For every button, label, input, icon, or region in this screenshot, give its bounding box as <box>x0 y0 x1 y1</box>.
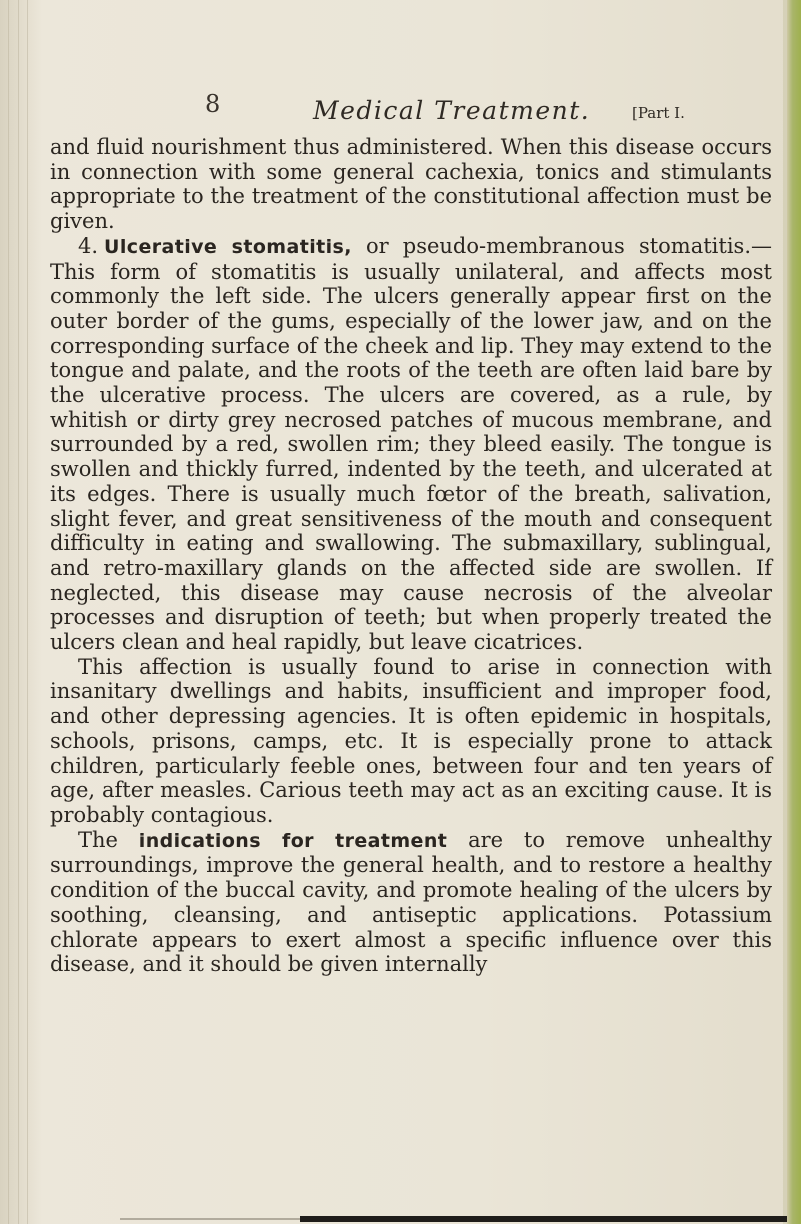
section-number: 4. <box>78 233 99 258</box>
page-number: 8 <box>205 90 221 118</box>
section-heading: Ulcerative stomatitis, <box>104 235 352 258</box>
paragraph <box>50 828 772 977</box>
book-cover-edge <box>787 0 801 1224</box>
binding-gutter <box>0 0 42 1224</box>
running-title: Medical Treatment. <box>313 96 591 125</box>
body-text <box>50 135 772 977</box>
part-label: [Part I. <box>632 104 685 122</box>
page-header <box>205 90 785 130</box>
binding-line <box>8 0 9 1224</box>
paragraph <box>50 655 772 828</box>
paragraph-text: or pseudo-membranous stomatitis.—This form of stomatitis is usually unilateral, and affects most commonly the left side. The ulcers generally appear first on the outer border of the gums, especially of the lower jaw, and on the corresponding surface of the cheek and lip. They may extend to the tongue and palate, and the roots of the teeth are often laid bare by the ulcerative process. The ulcers are covered, as a rule, by whitish or dirty grey necrosed patches of mucous membrane, and surrounded by a red, swollen rim; they bleed easily. The tongue is swollen and thickly furred, indented by the teeth, and ulcerated at its edges. There is usually much fœtor of the breath, salivation, slight fever, and great sensitiveness of the mouth and consequent difficulty in eating and swallowing. The submaxillary, sublingual, and retro-maxillary glands on the affected side are swollen. If neglected, this disease may cause necrosis of the alveolar processes and disruption of teeth; but when properly treated the ulcers clean and heal rapidly, but leave cicatrices. <box>50 233 772 655</box>
paragraph <box>50 135 772 234</box>
paragraph-text: are to remove unhealthy surroundings, improve the general health, and to restore a healthy condition of the buccal cavity, and promote healing of the ulcers by soothing, cleansing, and antiseptic applications. Potassium chlorate appears to exert almost a specific influence over this disease, and it should be given internally <box>50 827 772 977</box>
bottom-edge <box>300 1216 787 1222</box>
binding-line <box>27 0 28 1224</box>
paragraph <box>50 234 772 655</box>
paragraph-text: This affection is usually found to arise in connection with insanitary dwellings and habits, insufficient and improper food, and other depressing agencies. It is often epidemic in hospitals, schools, prisons, camps, etc. It is especially prone to attack children, particularly feeble ones, between four and ten years of age, after measles. Carious teeth may act as an exciting cause. It is probably contagious. <box>50 654 772 827</box>
paragraph-lead: The <box>78 827 139 852</box>
bottom-shadow <box>120 1218 300 1220</box>
paragraph-text: and fluid nourishment thus administered. When this disease occurs in connection with some general cachexia, tonics and stimulants appropriate to the treatment of the constitutional affection must be given. <box>50 135 772 234</box>
inline-heading: indications for treatment <box>138 829 448 852</box>
binding-line <box>18 0 19 1224</box>
